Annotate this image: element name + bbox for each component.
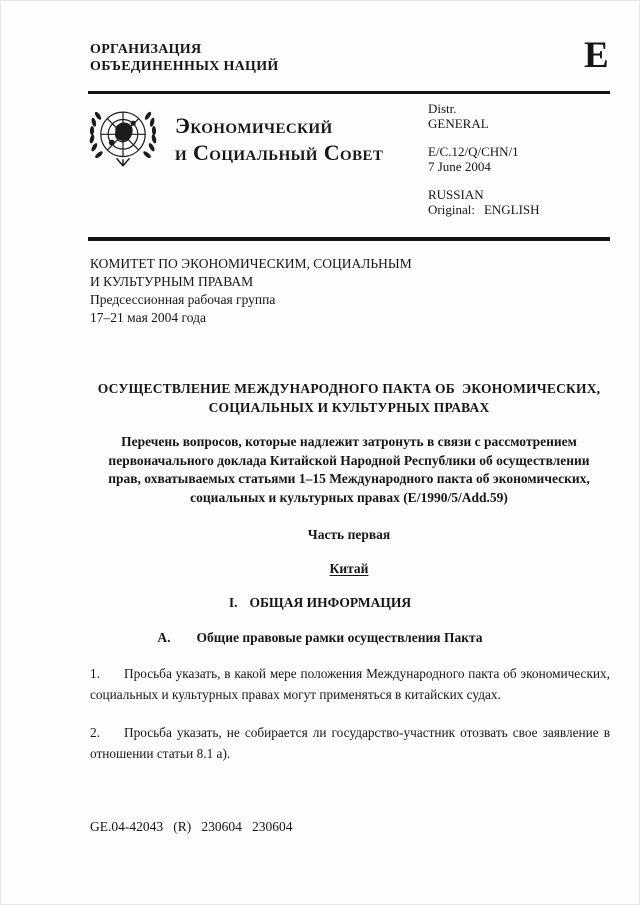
original-label: Original: [428,202,475,217]
council-name-line2: и Социальный Совет [175,140,384,165]
un-emblem-icon [86,100,160,181]
council-name-line1: Экономический [175,113,333,138]
working-group: Предсессионная рабочая группа [90,292,276,307]
paragraph-2-text: Просьба указать, не собирается ли государство-участник отозвать свое заявление в отношении статьи 8.1 а). [90,725,610,761]
subsection-heading [0,630,640,646]
paragraph-1-number: 1. [90,666,100,681]
organization-name [90,41,279,75]
original-value: ENGLISH [483,202,540,217]
committee-name-line2: И КУЛЬТУРНЫМ ПРАВАМ [90,274,254,289]
paragraph-2-number: 2. [90,725,100,740]
part-heading: Часть первая [307,527,391,542]
section-number: I. [228,595,238,610]
document-title-line2: СОЦИАЛЬНЫХ И КУЛЬТУРНЫХ ПРАВАХ [208,400,490,415]
header-divider-rule [88,91,610,94]
document-title [88,379,610,417]
document-series-letter: E [584,35,609,76]
document-language: RUSSIAN [428,187,484,202]
original-language-line [428,202,540,217]
council-name [175,112,383,166]
distribution-block [428,101,540,230]
section-title: ОБЩАЯ ИНФОРМАЦИЯ [249,595,412,610]
document-symbol: E/C.12/Q/CHN/1 [428,144,519,159]
committee-session-block [90,255,412,327]
distr-label: Distr. [428,101,457,116]
paragraph-1 [90,663,610,705]
document-title-line1: ОСУЩЕСТВЛЕНИЕ МЕЖДУНАРОДНОГО ПАКТА ОБ ЭКОНОМИЧЕСКИХ, [97,381,601,396]
session-dates: 17–21 мая 2004 года [90,310,206,325]
country-heading: Китай [329,561,369,576]
document-date: 7 June 2004 [428,159,491,174]
distribution-type [428,101,540,131]
document-subtitle: Перечень вопросов, которые надлежит затронуть в связи с рассмотрением первоначального доклада Китайской Народной Республики об осуществлении прав, охватываемых статьями 1–15 Международного пакта об экономических, социальных и культурных правах (E/1990/5/Add.59) [108,434,590,505]
organization-name-line2: ОБЪЕДИНЕННЫХ НАЦИЙ [90,59,279,74]
organization-name-line1: ОРГАНИЗАЦИЯ [90,42,202,57]
paragraph-2 [90,722,610,764]
paragraph-1-text: Просьба указать, в какой мере положения Международного пакта об экономических, социальных и культурных правах могут применяться в китайских судах. [90,666,610,702]
document-symbol-block [428,144,540,174]
footer-reference: GE.04-42043 (R) 230604 230604 [90,819,293,834]
masthead-divider-rule [88,237,610,241]
subsection-title: Общие правовые рамки осуществления Пакта [196,630,483,645]
section-heading [0,595,640,611]
distr-value: GENERAL [428,116,489,131]
committee-name-line1: КОМИТЕТ ПО ЭКОНОМИЧЕСКИМ, СОЦИАЛЬНЫМ [90,256,412,271]
subsection-letter: A. [157,630,171,645]
language-block [428,187,540,217]
